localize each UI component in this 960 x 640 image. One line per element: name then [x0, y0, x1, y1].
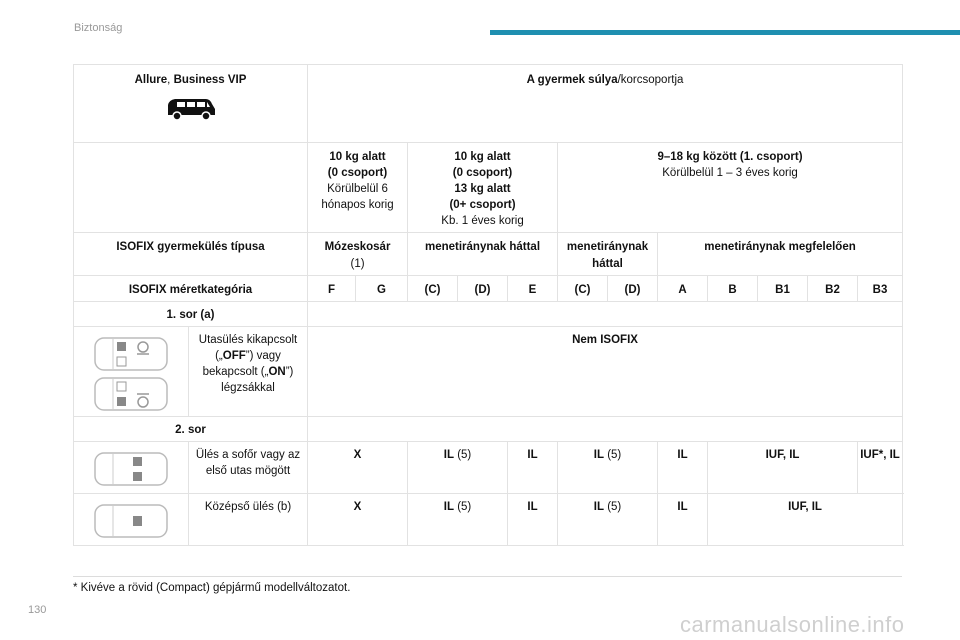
front-seat-text-2: ”) vagy bekapcsolt („	[202, 349, 281, 379]
behind-value-bold: X	[353, 448, 362, 461]
row1-label: 1. sor (a)	[74, 301, 308, 326]
model-label-sep: ,	[167, 74, 174, 86]
size-cell: A	[658, 275, 708, 301]
middle-value-bold: IUF, IL	[788, 500, 822, 513]
type-0-rest: (1)	[350, 257, 365, 270]
type-cell-3: menetiránynak megfelelően	[658, 233, 903, 275]
behind-value-bold: IL	[677, 448, 688, 461]
group-1-line2: (0 csoport)	[452, 167, 513, 180]
weight-header-bold: A gyermek súlya	[526, 74, 618, 86]
behind-value-cell	[408, 441, 508, 493]
header-accent-bar	[490, 30, 960, 35]
type-cell-2: menetiránynak háttal	[558, 233, 658, 275]
size-cell: (D)	[608, 275, 658, 301]
size-cell: (C)	[408, 275, 458, 301]
middle-seat-icon-cell	[74, 493, 189, 545]
behind-value-cell	[858, 441, 903, 493]
behind-value-bold: IL	[527, 448, 538, 461]
behind-value-cell	[658, 441, 708, 493]
middle-value-cell	[408, 493, 508, 545]
behind-value-cell	[508, 441, 558, 493]
size-cell: B1	[758, 275, 808, 301]
behind-seat-icon-cell	[74, 441, 189, 493]
groups-empty-cell	[74, 143, 308, 233]
front-seat-text-3: ”) légzsákkal	[221, 366, 294, 395]
behind-value-bold: IL	[443, 448, 454, 461]
footnote-divider	[73, 576, 902, 577]
group-1-line3: 13 kg alatt	[454, 183, 511, 196]
size-label: ISOFIX méretkategória	[74, 275, 308, 301]
behind-value-bold: IUF*, IL	[860, 448, 900, 461]
group-1-line1: 10 kg alatt	[454, 151, 511, 163]
size-cell: E	[508, 275, 558, 301]
middle-value-cell	[508, 493, 558, 545]
row2-label: 2. sor	[74, 416, 308, 441]
size-cell: G	[356, 275, 408, 301]
footnote: * Kivéve a rövid (Compact) gépjármű modellváltozatot.	[73, 582, 351, 594]
front-seat-airbag-on-icon	[93, 376, 169, 412]
group-0-line3: Körülbelül 6	[327, 183, 388, 196]
group-cell-0	[308, 143, 408, 233]
behind-seat-label: Ülés a sofőr vagy az első utas mögött	[189, 441, 308, 493]
size-cell: B3	[858, 275, 903, 301]
front-seat-label-cell	[189, 326, 308, 416]
size-cell: B2	[808, 275, 858, 301]
group-0-line1: 10 kg alatt	[329, 151, 386, 163]
row2-empty	[308, 416, 903, 441]
group-1-line5: Kb. 1 éves korig	[441, 215, 524, 228]
group-cell-2	[558, 143, 903, 233]
front-seat-text-1: Utasülés kikapcsolt („	[198, 333, 298, 362]
middle-value-note: (5)	[454, 500, 472, 513]
behind-value-cell	[558, 441, 658, 493]
model-header-cell	[74, 65, 308, 143]
size-cell: F	[308, 275, 356, 301]
middle-value-note: (5)	[604, 500, 622, 513]
behind-value-bold: IUF, IL	[765, 448, 800, 461]
group-0-line2: (0 csoport)	[327, 167, 388, 180]
watermark: carmanualsonline.info	[680, 612, 905, 637]
group-0-line4: hónapos korig	[321, 199, 394, 212]
type-cell-1: menetiránynak háttal	[408, 233, 558, 275]
middle-value-bold: IL	[443, 500, 454, 513]
type-cell-0	[308, 233, 408, 275]
front-value: Nem ISOFIX	[308, 326, 903, 416]
group-2-line2: Körülbelül 1 – 3 éves korig	[662, 167, 798, 180]
van-icon	[164, 96, 218, 122]
weight-header-cell	[308, 65, 903, 143]
behind-value-cell	[708, 441, 858, 493]
page-number: 130	[28, 604, 47, 616]
middle-value-bold: IL	[527, 500, 538, 513]
middle-value-bold: IL	[677, 500, 688, 513]
section-title: Biztonság	[74, 22, 123, 34]
group-1-line4: (0+ csoport)	[449, 199, 516, 212]
middle-value-cell	[308, 493, 408, 545]
front-seat-airbag-off-icon	[93, 336, 169, 372]
middle-value-cell	[558, 493, 658, 545]
model-label-allure: Allure	[134, 74, 168, 86]
size-cell: (C)	[558, 275, 608, 301]
group-cell-1	[408, 143, 558, 233]
middle-value-cell	[658, 493, 708, 545]
group-2-line1: 9–18 kg között (1. csoport)	[657, 151, 803, 163]
front-seat-off: OFF	[222, 349, 246, 362]
type-label: ISOFIX gyermekülés típusa	[74, 233, 308, 275]
weight-header-rest: /korcsoportja	[617, 74, 684, 86]
size-cell: (D)	[458, 275, 508, 301]
behind-value-cell	[308, 441, 408, 493]
row1-empty	[308, 301, 903, 326]
middle-value-bold: IL	[593, 500, 604, 513]
front-seat-on: ON	[268, 366, 286, 379]
isofix-table	[73, 64, 903, 546]
behind-value-note: (5)	[604, 448, 622, 461]
rear-middle-seat-icon	[93, 503, 169, 539]
type-0-bold: Mózeskosár	[324, 241, 391, 254]
middle-value-cell	[708, 493, 903, 545]
behind-value-note: (5)	[454, 448, 472, 461]
rear-outer-seat-icon	[93, 451, 169, 487]
front-seat-icons-cell	[74, 326, 189, 416]
middle-seat-label: Középső ülés (b)	[189, 493, 308, 545]
model-label-business-vip: Business VIP	[173, 74, 247, 86]
middle-value-bold: X	[353, 500, 362, 513]
behind-value-bold: IL	[593, 448, 604, 461]
size-cell: B	[708, 275, 758, 301]
